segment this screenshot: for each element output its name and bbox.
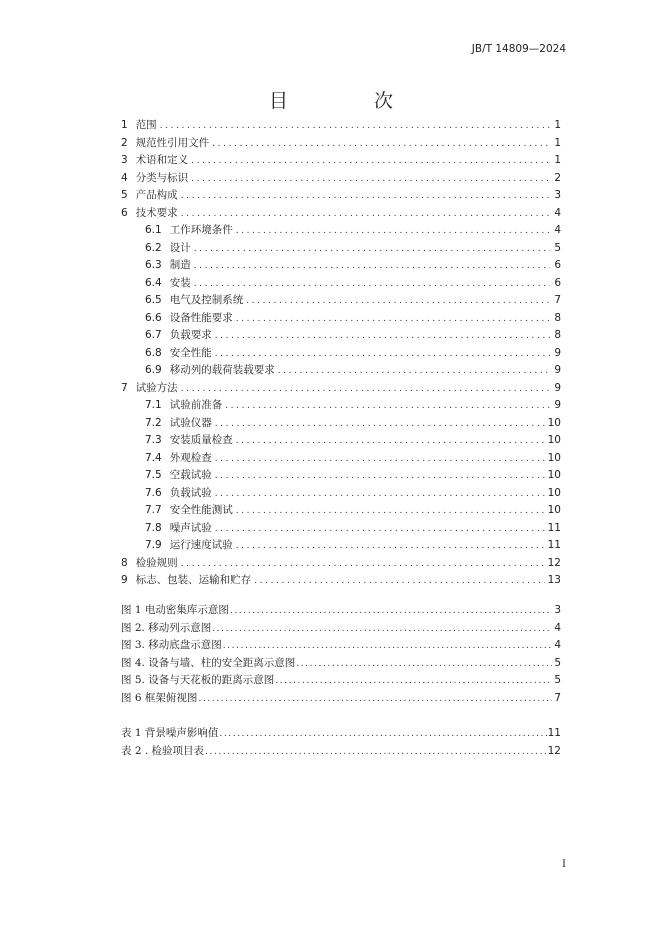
dot-leader [246, 293, 550, 311]
figure-entry-label: 图 5. 设备与天花板的距离示意图 [121, 674, 275, 686]
toc-entry[interactable] [121, 415, 561, 433]
dot-leader [215, 451, 545, 469]
dot-leader [223, 638, 552, 656]
dot-leader [212, 621, 552, 639]
toc-entry-number: 7.9 [145, 539, 162, 551]
toc-entry-label: 安装 [169, 276, 191, 289]
figure-entry-page: 5 [554, 674, 561, 686]
dot-leader [230, 603, 552, 621]
toc-entry[interactable] [121, 292, 561, 310]
toc-entry-page: 11 [547, 521, 561, 534]
toc-entry-page: 10 [547, 451, 561, 464]
dot-leader [181, 188, 550, 206]
toc-entry[interactable] [121, 345, 561, 363]
toc-entry[interactable] [121, 520, 561, 538]
list-of-figures [121, 602, 561, 707]
dot-leader [194, 241, 550, 259]
dot-leader [215, 468, 545, 486]
toc-entry[interactable] [121, 275, 561, 293]
figure-entry-page: 3 [554, 604, 561, 616]
dot-leader [215, 486, 545, 504]
table-entry[interactable] [121, 743, 561, 761]
dot-leader [236, 433, 545, 451]
figure-entry[interactable] [121, 672, 561, 690]
figure-entry-page: 4 [554, 621, 561, 634]
toc-entry-number: 6.4 [145, 276, 162, 289]
toc-entry-number: 7.5 [145, 469, 162, 481]
toc-entry-label: 负载试验 [169, 486, 212, 499]
document-code: JB/T 14809—2024 [471, 43, 566, 55]
toc-entry[interactable] [121, 257, 561, 275]
figure-entry-page: 7 [554, 691, 561, 704]
figure-entry-label: 图 2. 移动列示意图 [121, 621, 212, 634]
toc-entry[interactable] [121, 432, 561, 450]
dot-leader [181, 206, 550, 224]
toc-entry-number: 3 [121, 154, 128, 166]
toc-entry-number: 6.5 [145, 294, 162, 306]
toc-entry-page: 1 [554, 154, 561, 166]
toc-entry-label: 术语和定义 [135, 154, 189, 166]
toc-entry-label: 空载试验 [169, 469, 212, 481]
table-entry-label: 表 1 背景噪声影响值 [121, 727, 219, 739]
toc-entry[interactable] [121, 485, 561, 503]
toc-entry[interactable] [121, 310, 561, 328]
toc-entry[interactable] [121, 502, 561, 520]
figure-entry[interactable] [121, 620, 561, 638]
dot-leader [225, 398, 550, 416]
toc-entry-label: 电气及控制系统 [169, 294, 244, 306]
toc-entry-label: 噪声试验 [169, 521, 212, 534]
toc-entry-number: 6 [121, 206, 128, 219]
page-number: I [562, 859, 566, 870]
toc-entry[interactable] [121, 537, 561, 555]
toc-entry-page: 6 [554, 259, 561, 271]
toc-entry-page: 9 [554, 399, 561, 411]
figure-entry[interactable] [121, 690, 561, 708]
figure-entry-label: 图 3. 移动底盘示意图 [121, 639, 222, 651]
toc-entry[interactable] [121, 450, 561, 468]
figure-entry-page: 4 [554, 639, 561, 651]
dot-leader [194, 258, 550, 276]
page-title: 目 次 [268, 90, 434, 112]
table-entry-page: 12 [547, 744, 561, 757]
figure-entry[interactable] [121, 602, 561, 620]
dot-leader [191, 153, 550, 171]
toc-entry-number: 6.6 [145, 311, 162, 324]
toc-entry[interactable] [121, 222, 561, 240]
dot-leader [215, 416, 545, 434]
toc-entry-number: 7.7 [145, 504, 162, 516]
dot-leader [275, 673, 552, 691]
toc-entry[interactable] [121, 152, 561, 170]
toc-entry-page: 1 [554, 119, 561, 131]
dot-leader [181, 556, 545, 574]
dot-leader [236, 503, 545, 521]
toc-entry-page: 10 [547, 434, 561, 446]
table-entry[interactable] [121, 725, 561, 743]
toc-entry-page: 9 [554, 346, 561, 359]
toc-entry-label: 检验规则 [135, 556, 178, 569]
toc-entry-number: 1 [121, 119, 128, 131]
toc-entry-label: 移动列的载荷装载要求 [169, 364, 275, 376]
toc-entry-label: 产品构成 [135, 189, 178, 201]
toc-entry-page: 2 [554, 171, 561, 184]
toc-entry-number: 5 [121, 189, 128, 201]
toc-entry-label: 安全性能 [169, 346, 212, 359]
toc-entry-number: 6.2 [145, 241, 162, 254]
figure-entry[interactable] [121, 637, 561, 655]
toc-entry-number: 7 [121, 381, 128, 394]
figure-entry[interactable] [121, 655, 561, 673]
toc-entry[interactable] [121, 240, 561, 258]
toc-entry-number: 7.8 [145, 521, 162, 534]
toc-entry-label: 工作环境条件 [169, 224, 233, 236]
toc-entry-label: 试验仪器 [169, 416, 212, 429]
toc-entry[interactable] [121, 187, 561, 205]
toc-entry-label: 标志、包装、运输和贮存 [135, 574, 252, 586]
toc-entry-number: 7.4 [145, 451, 162, 464]
toc-entry-number: 6.3 [145, 259, 162, 271]
toc-entry-page: 4 [554, 224, 561, 236]
toc-entry-number: 7.2 [145, 416, 162, 429]
toc-entry-number: 7.3 [145, 434, 162, 446]
toc-entry-label: 规范性引用文件 [135, 136, 210, 149]
toc-entry-number: 6.9 [145, 364, 162, 376]
toc-entry-number: 4 [121, 171, 128, 184]
figure-entry-label: 图 1 电动密集库示意图 [121, 604, 229, 616]
toc-entry-label: 设备性能要求 [169, 311, 233, 324]
dot-leader [212, 136, 550, 154]
toc-entry-page: 3 [554, 189, 561, 201]
dot-leader [205, 744, 547, 762]
toc-entry-page: 10 [547, 486, 561, 499]
toc-entry-page: 1 [554, 136, 561, 149]
table-of-contents [121, 117, 561, 590]
toc-entry-page: 9 [554, 381, 561, 394]
toc-entry-number: 2 [121, 136, 128, 149]
toc-entry-page: 5 [554, 241, 561, 254]
dot-leader [181, 381, 550, 399]
toc-entry-number: 7.6 [145, 486, 162, 499]
toc-entry[interactable] [121, 467, 561, 485]
toc-entry-label: 分类与标识 [135, 171, 189, 184]
toc-entry-label: 运行速度试验 [169, 539, 233, 551]
toc-entry-number: 9 [121, 574, 128, 586]
toc-entry-label: 技术要求 [135, 206, 178, 219]
figure-entry-label: 图 4. 设备与墙、柱的安全距离示意图 [121, 656, 296, 669]
toc-entry-label: 外观检查 [169, 451, 212, 464]
toc-entry-label: 试验前准备 [169, 399, 223, 411]
toc-entry-number: 6.1 [145, 224, 162, 236]
dot-leader [215, 328, 550, 346]
toc-entry-number: 6.8 [145, 346, 162, 359]
toc-entry[interactable] [121, 362, 561, 380]
toc-entry[interactable] [121, 397, 561, 415]
table-entry-label: 表 2 . 检验项目表 [121, 744, 205, 757]
list-of-tables [121, 725, 561, 760]
toc-entry-page: 10 [547, 469, 561, 481]
dot-leader [254, 573, 544, 591]
toc-entry-page: 12 [547, 556, 561, 569]
dot-leader [296, 656, 552, 674]
toc-entry-page: 10 [547, 504, 561, 516]
dot-leader [215, 521, 545, 539]
toc-entry-label: 负载要求 [169, 329, 212, 341]
toc-entry-label: 范围 [135, 119, 157, 131]
toc-entry-number: 7.1 [145, 399, 162, 411]
toc-entry[interactable] [121, 555, 561, 573]
toc-entry[interactable] [121, 205, 561, 223]
dot-leader [160, 118, 550, 136]
toc-entry-number: 6.7 [145, 329, 162, 341]
toc-entry-page: 11 [547, 539, 561, 551]
table-entry-page: 11 [547, 727, 561, 739]
toc-entry-page: 8 [554, 311, 561, 324]
toc-entry-page: 4 [554, 206, 561, 219]
toc-entry[interactable] [121, 135, 561, 153]
toc-entry[interactable] [121, 117, 561, 135]
toc-entry-number: 8 [121, 556, 128, 569]
toc-entry-page: 10 [547, 416, 561, 429]
dot-leader [194, 276, 550, 294]
toc-entry-label: 制造 [169, 259, 191, 271]
toc-entry[interactable] [121, 572, 561, 590]
dot-leader [236, 538, 545, 556]
toc-entry[interactable] [121, 380, 561, 398]
dot-leader [198, 691, 552, 709]
toc-entry-label: 安全性能测试 [169, 504, 233, 516]
toc-entry-page: 7 [554, 294, 561, 306]
dot-leader [215, 346, 550, 364]
figure-entry-page: 5 [554, 656, 561, 669]
toc-entry[interactable] [121, 170, 561, 188]
toc-entry-page: 6 [554, 276, 561, 289]
toc-entry-page: 13 [547, 574, 561, 586]
toc-entry-label: 设计 [169, 241, 191, 254]
dot-leader [236, 311, 550, 329]
toc-entry[interactable] [121, 327, 561, 345]
dot-leader [191, 171, 550, 189]
toc-entry-label: 安装质量检查 [169, 434, 233, 446]
dot-leader [219, 726, 546, 744]
figure-entry-label: 图 6 框架俯视图 [121, 691, 198, 704]
dot-leader [278, 363, 550, 381]
toc-entry-page: 8 [554, 329, 561, 341]
dot-leader [236, 223, 550, 241]
toc-entry-label: 试验方法 [135, 381, 178, 394]
toc-entry-page: 9 [554, 364, 561, 376]
